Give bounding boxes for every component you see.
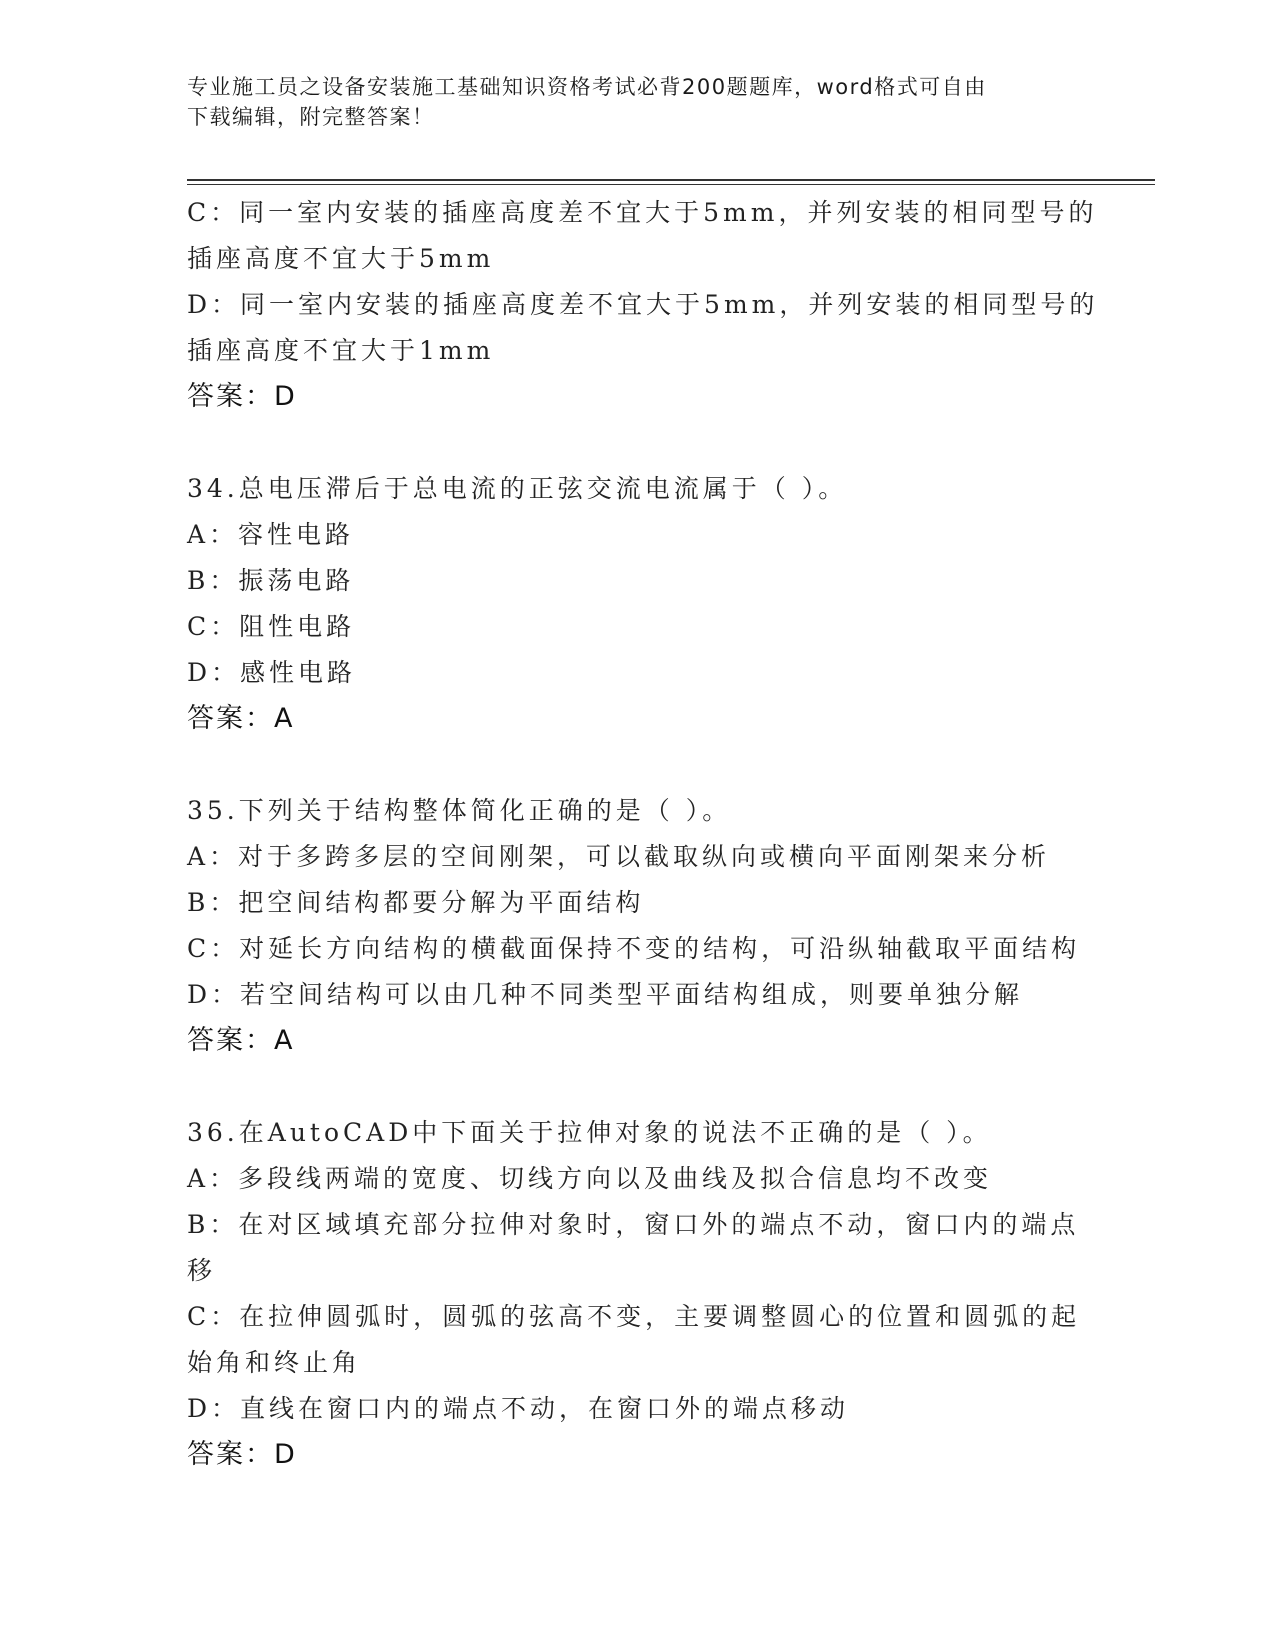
option-c-line-1: C：同一室内安装的插座高度差不宜大于5mm，并列安装的相同型号的 <box>187 198 1098 227</box>
option-d: D：感性电路 <box>187 658 357 687</box>
page-header <box>187 72 1077 132</box>
option-c-line-2: 插座高度不宜大于5mm <box>187 244 495 273</box>
header-line-1: 专业施工员之设备安装施工基础知识资格考试必背200题题库，word格式可自由 <box>187 75 987 99</box>
option-d-line-1: D：同一室内安装的插座高度差不宜大于5mm，并列安装的相同型号的 <box>187 290 1099 319</box>
option-b: B：把空间结构都要分解为平面结构 <box>187 888 645 917</box>
option-c: C：阻性电路 <box>187 612 356 641</box>
question-33-continued <box>187 190 1099 420</box>
header-line-2: 下载编辑，附完整答案！ <box>187 105 435 129</box>
option-c-line-2: 始角和终止角 <box>187 1348 362 1377</box>
option-d: D：若空间结构可以由几种不同类型平面结构组成，则要单独分解 <box>187 980 1024 1009</box>
option-b-line-1: B：在对区域填充部分拉伸对象时，窗口外的端点不动，窗口内的端点 <box>187 1210 1080 1239</box>
question-content <box>187 190 1099 1478</box>
header-divider-thick <box>187 179 1155 181</box>
question-stem: 35.下列关于结构整体简化正确的是（ ）。 <box>187 796 732 825</box>
question-stem: 34.总电压滞后于总电流的正弦交流电流属于（ ）。 <box>187 474 848 503</box>
answer-34: 答案：A <box>187 703 295 734</box>
answer-33: 答案：D <box>187 381 297 412</box>
option-d: D：直线在窗口内的端点不动，在窗口外的端点移动 <box>187 1394 850 1423</box>
option-a: A：对于多跨多层的空间刚架，可以截取纵向或横向平面刚架来分析 <box>187 842 1051 871</box>
option-b: B：振荡电路 <box>187 566 355 595</box>
question-35 <box>187 788 1087 1064</box>
spacer <box>187 742 1087 788</box>
answer-36: 答案：D <box>187 1439 297 1470</box>
option-c: C：对延长方向结构的横截面保持不变的结构，可沿纵轴截取平面结构 <box>187 934 1081 963</box>
option-a: A：容性电路 <box>187 520 355 549</box>
header-divider-thin <box>187 184 1155 185</box>
option-a: A：多段线两端的宽度、切线方向以及曲线及拟合信息均不改变 <box>187 1164 993 1193</box>
option-d-line-2: 插座高度不宜大于1mm <box>187 336 495 365</box>
question-34 <box>187 466 1087 742</box>
spacer <box>187 1064 1087 1110</box>
option-c-line-1: C：在拉伸圆弧时，圆弧的弦高不变，主要调整圆心的位置和圆弧的起 <box>187 1302 1081 1331</box>
question-36 <box>187 1110 1087 1478</box>
answer-35: 答案：A <box>187 1025 295 1056</box>
option-b-line-2: 移 <box>187 1256 217 1285</box>
spacer <box>187 420 1087 466</box>
question-stem: 36.在AutoCAD中下面关于拉伸对象的说法不正确的是（ ）。 <box>187 1118 992 1147</box>
